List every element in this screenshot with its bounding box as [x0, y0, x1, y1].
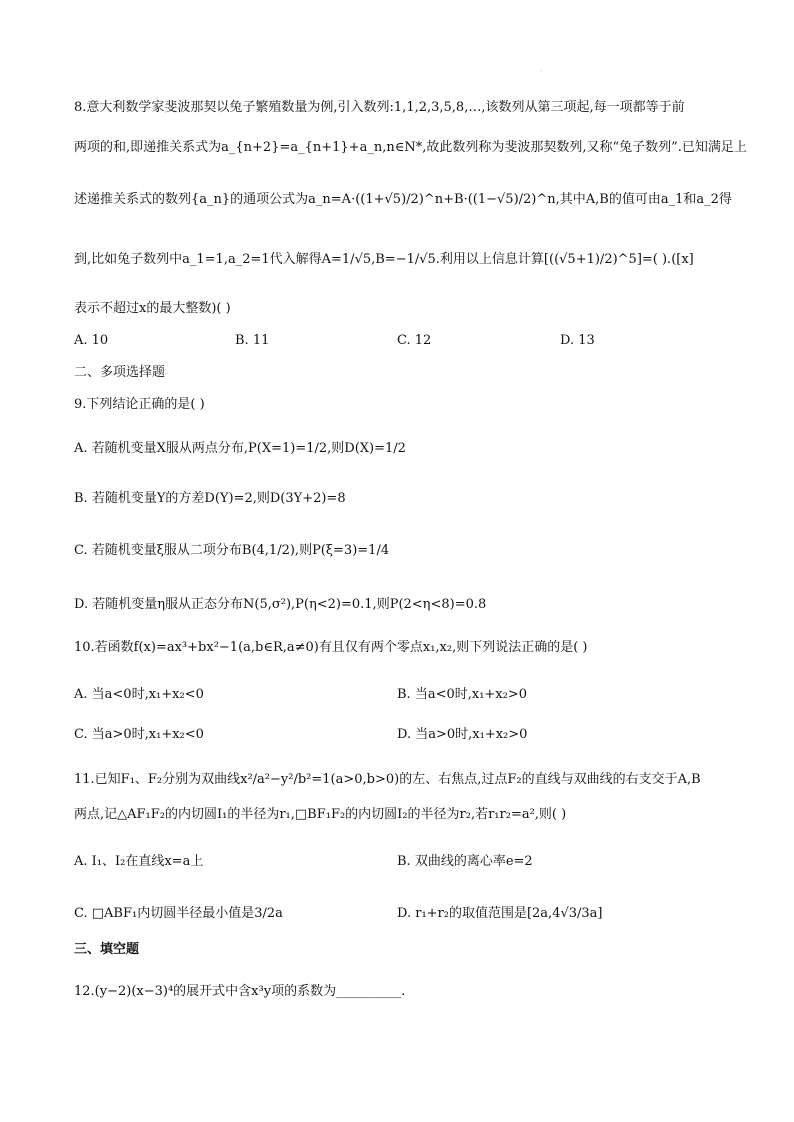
q9-option-b: B. 若随机变量Y的方差D(Y)=2,则D(3Y+2)=8: [74, 491, 346, 506]
q8-option-b: B. 11: [235, 333, 270, 348]
section-heading-fill-in: 三、填空题: [74, 942, 140, 957]
q8-line3: 述递推关系式的数列{a_n}的通项公式为a_n=A·((1+√5)/2)^n+B·((1−√5)/2)^n,其中A,B的值可由a_1和a_2得: [74, 192, 732, 207]
q8-line5: 表示不超过x的最大整数)( ): [74, 301, 231, 316]
q10-option-c: C. 当a>0时,x₁+x₂<0: [74, 727, 204, 742]
q8-line2: 两项的和,即递推关系式为a_{n+2}=a_{n+1}+a_n,n∈N*,故此数列称为斐波那契数列,又称“兔子数列”.已知满足上: [74, 140, 747, 155]
scan-dot: ·: [540, 68, 542, 75]
q9-stem: 9.下列结论正确的是( ): [74, 397, 205, 412]
q11-line2: 两点,记△AF₁F₂的内切圆I₁的半径为r₁,□BF₁F₂的内切圆I₂的半径为r₂,若r₁r₂=a²,则( ): [74, 807, 567, 822]
q8-line1: 8.意大利数学家斐波那契以兔子繁殖数量为例,引入数列:1,1,2,3,5,8,…,该数列从第三项起,每一项都等于前: [74, 100, 685, 115]
q8-option-a: A. 10: [74, 333, 109, 348]
q11-option-d: D. r₁+r₂的取值范围是[2a,4√3/3a]: [397, 906, 603, 921]
q11-option-c: C. □ABF₁内切圆半径最小值是3/2a: [74, 906, 283, 921]
q11-option-b: B. 双曲线的离心率e=2: [397, 854, 533, 869]
section-heading-multiple-choice: 二、多项选择题: [74, 365, 166, 380]
q12-stem: 12.(y−2)(x−3)⁴的展开式中含x³y项的系数为__________.: [74, 984, 406, 999]
q10-option-d: D. 当a>0时,x₁+x₂>0: [397, 727, 528, 742]
q11-line1: 11.已知F₁、F₂分别为双曲线x²/a²−y²/b²=1(a>0,b>0)的左、右焦点,过点F₂的直线与双曲线的右支交于A,B: [74, 772, 701, 787]
q11-option-a: A. I₁、I₂在直线x=a上: [74, 854, 204, 869]
q8-option-c: C. 12: [397, 333, 432, 348]
q10-option-a: A. 当a<0时,x₁+x₂<0: [74, 687, 204, 702]
q8-line4: 到,比如兔子数列中a_1=1,a_2=1代入解得A=1/√5,B=−1/√5.利用以上信息计算[((√5+1)/2)^5]=( ).([x]: [74, 252, 694, 267]
q10-option-b: B. 当a<0时,x₁+x₂>0: [397, 687, 528, 702]
q9-option-c: C. 若随机变量ξ服从二项分布B(4,1/2),则P(ξ=3)=1/4: [74, 543, 390, 558]
q9-option-d: D. 若随机变量η服从正态分布N(5,σ²),P(η<2)=0.1,则P(2<η<8)=0.8: [74, 597, 487, 612]
q9-option-a: A. 若随机变量X服从两点分布,P(X=1)=1/2,则D(X)=1/2: [74, 441, 406, 456]
q8-option-d: D. 13: [560, 333, 595, 348]
q10-stem: 10.若函数f(x)=ax³+bx²−1(a,b∈R,a≠0)有且仅有两个零点x₁,x₂,则下列说法正确的是( ): [74, 640, 588, 655]
